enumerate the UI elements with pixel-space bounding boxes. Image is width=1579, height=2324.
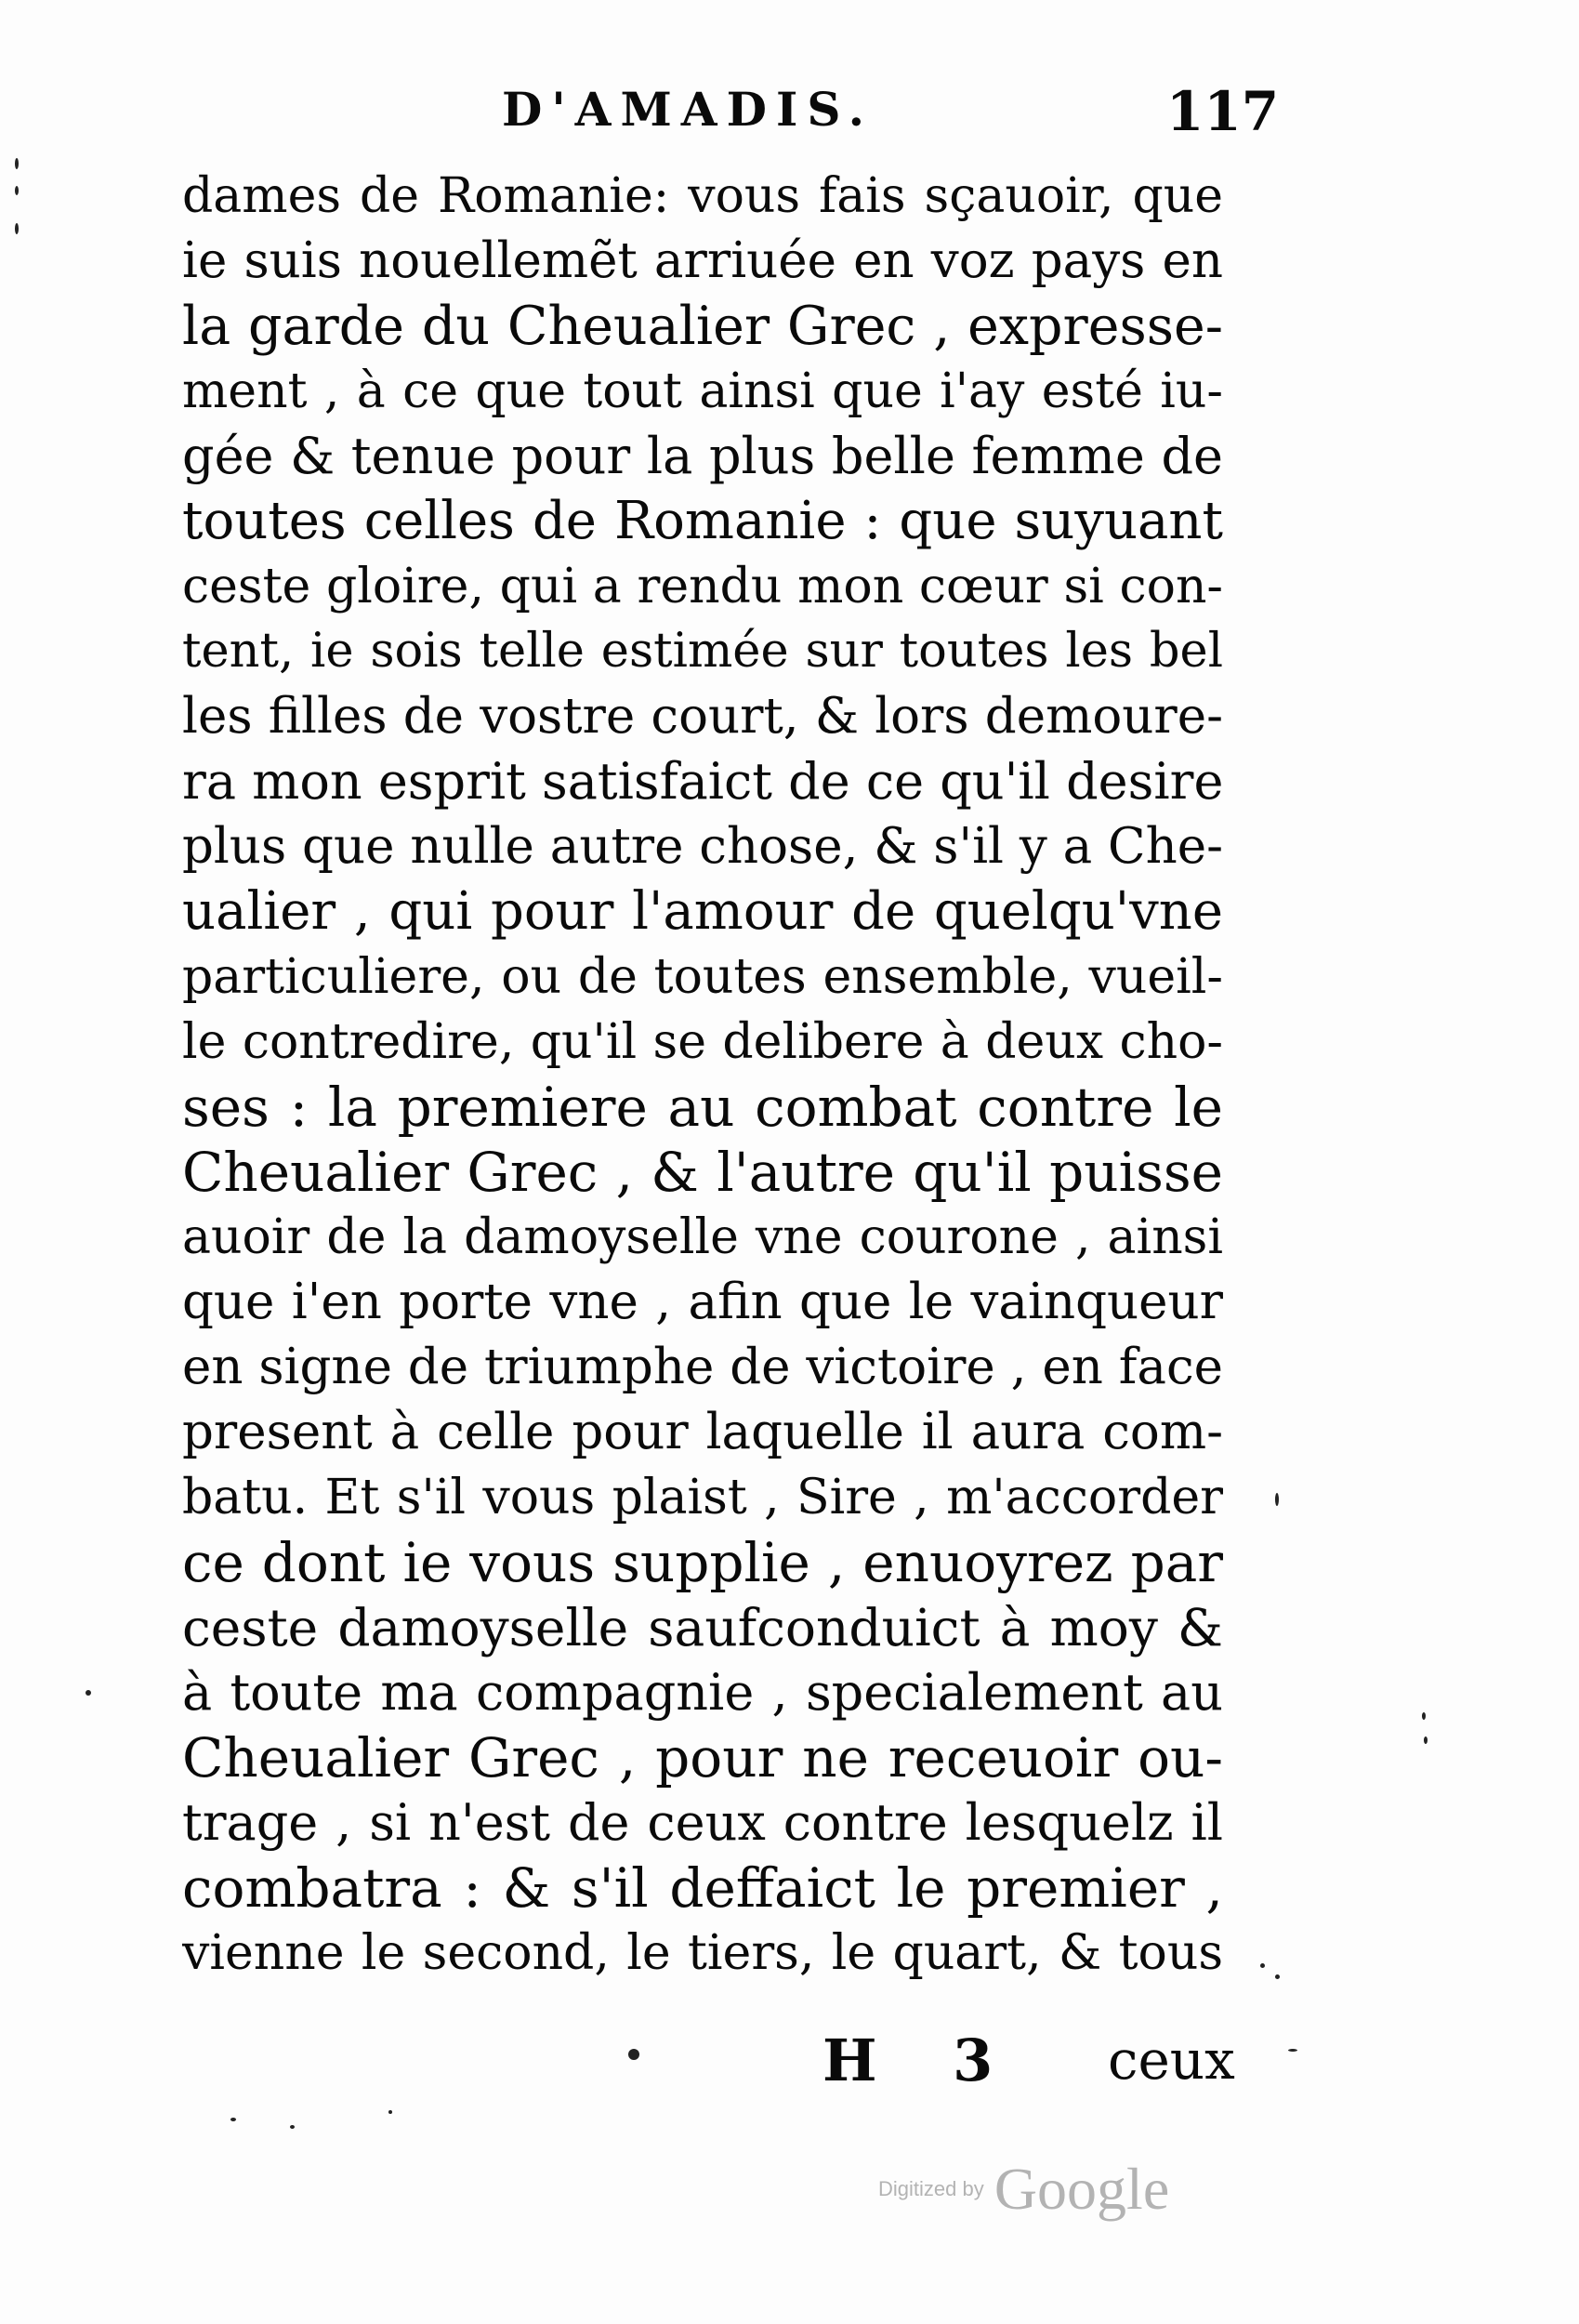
text-line: toutes celles de Romanie : que suyuant (182, 491, 1223, 551)
catchword: ceux (1108, 2028, 1235, 2092)
scan-speck (628, 2049, 639, 2060)
scan-speck (1424, 1736, 1428, 1744)
text-line: tent, ie sois telle estimée sur toutes les bel (182, 624, 1223, 679)
text-line: que i'en porte vne , afin que le vainqueur (182, 1274, 1223, 1330)
body-text (182, 164, 1223, 1986)
scan-speck (388, 2110, 392, 2114)
text-line: dames de Romanie: vous fais sçauoir, que (182, 168, 1223, 224)
text-line: present à celle pour laquelle il aura com- (182, 1404, 1223, 1460)
text-line: en signe de triumphe de victoire , en face (182, 1339, 1223, 1395)
text-line: à toute ma compagnie , specialement au (182, 1663, 1223, 1722)
scan-speck (1288, 2049, 1297, 2052)
text-line: gée & tenue pour la plus belle femme de (182, 427, 1223, 485)
scan-speck (290, 2125, 295, 2129)
text-line: batu. Et s'il vous plaist , Sire , m'accorder (182, 1470, 1223, 1525)
text-line: les filles de vostre court, & lors demoure- (182, 688, 1223, 745)
text-line: vienne le second, le tiers, le quart, & tous (182, 1925, 1223, 1981)
scan-speck (1260, 1963, 1265, 1968)
text-line: combatra : & s'il deffaict le premier , (182, 1856, 1223, 1920)
text-line: Cheualier Grec , pour ne receuoir ou- (182, 1726, 1223, 1789)
text-line: ceste gloire, qui a rendu mon cœur si con- (182, 559, 1223, 614)
watermark-prefix: Digitized by (878, 2177, 984, 2200)
signature-mark: H 3 (822, 2027, 1021, 2094)
text-line: ualier , qui pour l'amour de quelqu'vne (182, 881, 1223, 942)
scan-speck (15, 186, 19, 195)
text-line: ceste damoyselle saufconduict à moy & (182, 1598, 1223, 1657)
scan-speck (15, 158, 19, 169)
scan-speck (230, 2118, 236, 2121)
page-number: 117 (1166, 80, 1280, 143)
text-line: ra mon esprit satisfaict de ce qu'il desire (182, 752, 1223, 811)
text-line: ie suis nouellemẽt arriuée en voz pays en (182, 232, 1223, 289)
scan-speck (1275, 1493, 1279, 1506)
text-line: Cheualier Grec , & l'autre qu'il puisse (182, 1141, 1223, 1204)
text-line: plus que nulle autre chose, & s'il y a Che- (182, 818, 1223, 875)
text-line: particuliere, ou de toutes ensemble, vueil- (182, 949, 1223, 1005)
scan-speck (1422, 1712, 1426, 1720)
text-line: auoir de la damoyselle vne courone , ainsi (182, 1209, 1223, 1265)
scan-speck (86, 1690, 91, 1696)
running-head: D'AMADIS. (502, 82, 875, 137)
text-line: ses : la premiere au combat contre le (182, 1076, 1223, 1139)
scan-speck (1275, 1974, 1280, 1979)
text-line: la garde du Cheualier Grec , expresse- (182, 296, 1223, 357)
scan-speck (15, 223, 19, 234)
digitized-watermark (878, 2155, 1169, 2224)
watermark-brand: Google (993, 2156, 1170, 2222)
text-line: ce dont ie vous supplie , enuoyrez par (182, 1531, 1223, 1594)
text-line: le contredire, qu'il se delibere à deux cho- (182, 1014, 1223, 1070)
text-line: ment , à ce que tout ainsi que i'ay esté iu- (182, 363, 1223, 419)
text-line: trage , si n'est de ceux contre lesquelz il (182, 1793, 1223, 1852)
